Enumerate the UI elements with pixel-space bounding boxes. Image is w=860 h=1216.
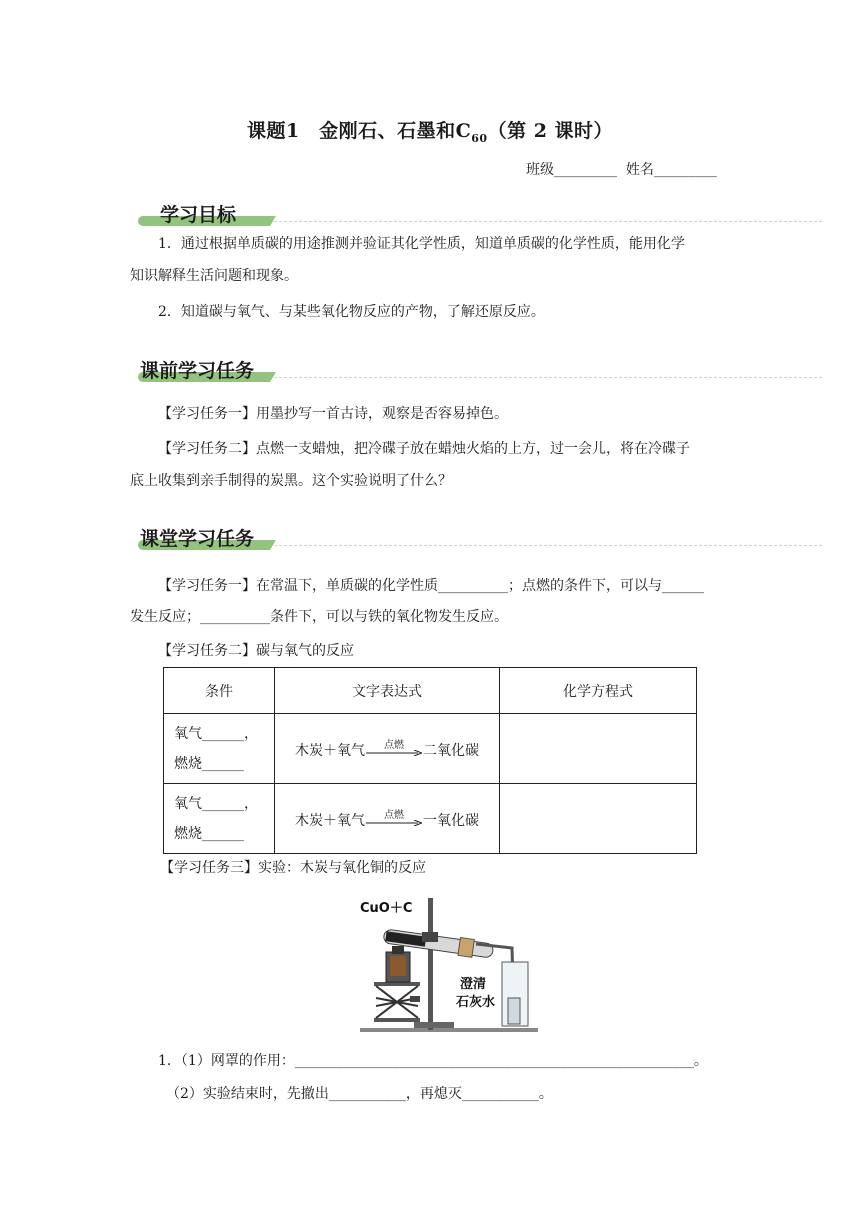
question-2: （2）实验结束时，先撤出___________，再熄灭___________。	[166, 1086, 553, 1102]
equation-cell[interactable]	[500, 784, 697, 854]
reaction-arrow: 点燃	[366, 808, 422, 830]
word-equation-cell: 木炭＋氧气 点燃 二氧化碳	[275, 714, 500, 784]
limewater-label-1: 澄清	[460, 977, 487, 992]
class-task-1-cont: 发生反应；__________条件下，可以与铁的氧化物发生反应。	[130, 609, 508, 625]
word-equation-cell: 木炭＋氧气 点燃 一氧化碳	[275, 784, 500, 854]
condition-cell: 氧气______， 燃烧______	[164, 784, 275, 854]
pre-task-2: 【学习任务二】点燃一支蜡烛，把冷碟子放在蜡烛火焰的上方，过一会儿，将在冷碟子	[158, 441, 690, 457]
page-title: 课题1 金刚石、石墨和$C_{60}$（第 2 课时）	[246, 120, 614, 145]
objective-2: 2．知道碳与氧气、与某些氧化物反应的产物，了解还原反应。	[158, 304, 545, 320]
section-divider	[274, 221, 822, 222]
reaction-arrow: 点燃	[366, 738, 422, 760]
section-divider	[274, 377, 822, 378]
table-header-cell: 化学方程式	[500, 668, 697, 714]
table-header-cell: 条件	[164, 668, 275, 714]
table-row	[164, 784, 697, 854]
pre-task-1: 【学习任务一】用墨抄写一首古诗，观察是否容易掉色。	[158, 406, 508, 422]
equation-cell[interactable]	[500, 714, 697, 784]
condition-cell: 氧气______， 燃烧______	[164, 714, 275, 784]
section-title: 课前学习任务	[140, 360, 255, 382]
reactant-label: CuO＋C	[360, 901, 413, 916]
class-name-line: 班级_________ 姓名_________	[526, 162, 717, 178]
pre-task-2-cont: 底上收集到亲手制得的炭黑。这个实验说明了什么？	[130, 473, 452, 489]
question-1: 1．（1）网罩的作用：_________________________________________________________。	[158, 1053, 708, 1069]
objective-1: 1．通过根据单质碳的用途推测并验证其化学性质，知道单质碳的化学性质，能用化学	[158, 236, 685, 252]
objective-1-cont: 知识解释生活问题和现象。	[130, 268, 298, 284]
section-header-objectives	[138, 200, 698, 230]
class-task-1: 【学习任务一】在常温下，单质碳的化学性质__________；点燃的条件下，可以与______	[158, 578, 704, 594]
limewater-label-2: 石灰水	[456, 995, 496, 1010]
reaction-table	[163, 667, 697, 854]
section-title: 学习目标	[160, 204, 237, 226]
apparatus-figure	[352, 892, 540, 1037]
table-header-row	[164, 668, 697, 714]
section-header-pre-tasks	[138, 356, 698, 386]
table-header-cell: 文字表达式	[275, 668, 500, 714]
class-task-3: 【学习任务三】实验：木炭与氧化铜的反应	[160, 860, 426, 876]
section-title: 课堂学习任务	[140, 528, 255, 550]
section-header-class-tasks	[138, 524, 698, 554]
table-row	[164, 714, 697, 784]
section-divider	[274, 545, 822, 546]
class-task-2: 【学习任务二】碳与氧气的反应	[158, 643, 354, 659]
